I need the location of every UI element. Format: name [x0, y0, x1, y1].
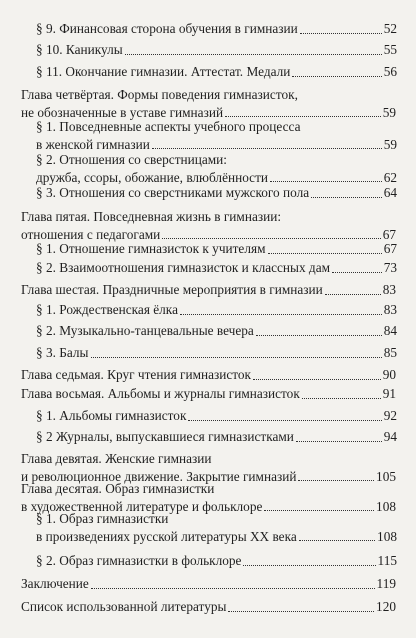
- toc-section: [36, 20, 397, 38]
- toc-section: [36, 259, 397, 277]
- toc-section: [36, 407, 397, 425]
- toc-chapter: [21, 575, 396, 593]
- toc-page-number: 120: [376, 599, 396, 614]
- toc-section: [36, 552, 397, 570]
- toc-page-number: 67: [382, 226, 396, 242]
- dot-leader: [253, 379, 381, 380]
- dot-leader: [225, 116, 381, 117]
- toc-entry-title-line: дружба, ссоры, обожание, влюблённости: [36, 169, 269, 185]
- dot-leader: [91, 357, 382, 358]
- toc-entry-row: [36, 41, 397, 59]
- toc-section: [36, 41, 397, 59]
- toc-entry-row: [36, 407, 397, 425]
- toc-section: [36, 63, 397, 81]
- dot-leader: [91, 588, 375, 589]
- dot-leader: [300, 33, 382, 34]
- toc-entry-row: [21, 575, 396, 593]
- toc-entry-row: [36, 552, 397, 570]
- toc-entry-title-line: в художественной литературе и фольклоре: [21, 498, 263, 514]
- toc-chapter: [21, 385, 396, 403]
- toc-entry-title-line: § 2. Отношения со сверстницами:: [36, 152, 227, 167]
- toc-entry-title-line: в женской гимназии: [36, 136, 150, 152]
- toc-entry-title-line: Глава девятая. Женские гимназии: [21, 451, 212, 466]
- toc-page-number: 85: [383, 345, 397, 360]
- toc-entry-title-line: § 1. Образ гимназистки: [36, 511, 169, 526]
- toc-section: [36, 240, 397, 258]
- toc-page-number: 108: [376, 498, 396, 514]
- toc-chapter: [21, 598, 396, 616]
- toc-entry-row: [36, 528, 397, 546]
- toc-entry-row: [21, 281, 396, 299]
- toc-entry-title-line: отношения с педагогами: [21, 226, 161, 242]
- toc-chapter: [21, 366, 396, 384]
- toc-page-number: 59: [382, 104, 396, 120]
- toc-page-number: 59: [383, 136, 397, 152]
- toc-page-number: 92: [383, 408, 397, 423]
- toc-chapter: [21, 86, 396, 121]
- toc-page-number: 55: [383, 42, 397, 57]
- toc-entry-title-line: § 1. Альбомы гимназисток: [36, 408, 187, 423]
- dot-leader: [268, 253, 382, 254]
- toc-entry-row: [36, 63, 397, 81]
- toc-entry-title-line: Глава шестая. Праздничные мероприятия в гимназии: [21, 282, 323, 297]
- toc-page-number: 62: [383, 169, 397, 185]
- toc-page-number: 83: [383, 302, 397, 317]
- toc-page-number: 73: [383, 260, 397, 275]
- toc-entry-title-line: § 1. Рождественская ёлка: [36, 302, 178, 317]
- toc-page-number: 115: [377, 553, 397, 568]
- toc-entry-row: [36, 428, 397, 446]
- dot-leader: [270, 181, 382, 182]
- dot-leader: [152, 148, 382, 149]
- toc-section: [36, 151, 397, 186]
- toc-entry-title-line: Глава седьмая. Круг чтения гимназисток: [21, 367, 252, 382]
- toc-entry-title-line: § 10. Каникулы: [36, 42, 123, 57]
- toc-page-number: 64: [383, 185, 397, 200]
- dot-leader: [125, 54, 382, 55]
- dot-leader: [296, 441, 382, 442]
- dot-leader: [299, 540, 375, 541]
- toc-entry-title-line: § 9. Финансовая сторона обучения в гимназии: [36, 21, 298, 36]
- toc-entry-title-line: в произведениях русской литературы XX века: [36, 528, 297, 544]
- toc-page-number: 119: [376, 576, 396, 591]
- toc-entry-row: [21, 385, 396, 403]
- toc-page-number: 105: [376, 468, 396, 484]
- toc-section: [36, 184, 397, 202]
- toc-section: [36, 428, 397, 446]
- toc-entry-title-line: § 3. Отношения со сверстниками мужского пола: [36, 185, 310, 200]
- toc-chapter: [21, 208, 396, 243]
- dot-leader: [311, 197, 382, 198]
- dot-leader: [162, 238, 380, 239]
- toc-entry-title-line: Глава восьмая. Альбомы и журналы гимназисток: [21, 386, 300, 401]
- toc-entry-title-line: Список использованной литературы: [21, 599, 227, 614]
- toc-page-number: 83: [382, 282, 396, 297]
- toc-page-number: 94: [383, 429, 397, 444]
- dot-leader: [325, 294, 381, 295]
- toc-entry-title-line: § 11. Окончание гимназии. Аттестат. Медали: [36, 64, 291, 79]
- toc-section: [36, 118, 397, 153]
- toc-page-number: 90: [382, 367, 396, 382]
- toc-entry-row: [36, 240, 397, 258]
- toc-entry-title-line: § 3. Балы: [36, 345, 89, 360]
- toc-entry-row: [36, 20, 397, 38]
- toc-entry-title-line: § 2. Музыкально-танцевальные вечера: [36, 323, 254, 338]
- toc-entry-title-line: не обозначенные в уставе гимназий: [21, 104, 224, 120]
- toc-section: [36, 510, 397, 545]
- toc-page-number: 91: [382, 386, 396, 401]
- toc-entry-title-line: Глава четвёртая. Формы поведения гимназисток,: [21, 87, 298, 102]
- toc-entry-title-line: § 2 Журналы, выпускавшиеся гимназистками: [36, 429, 294, 444]
- toc-section: [36, 301, 397, 319]
- toc-entry-row: [36, 301, 397, 319]
- toc-entry-title-line: § 1. Повседневные аспекты учебного процесса: [36, 119, 301, 134]
- dot-leader: [180, 314, 382, 315]
- toc-entry-title-line: § 2. Взаимоотношения гимназисток и классных дам: [36, 260, 331, 275]
- toc-entry-title-line: § 2. Образ гимназистки в фольклоре: [36, 553, 242, 568]
- dot-leader: [292, 76, 381, 77]
- toc-entry-row: [36, 259, 397, 277]
- dot-leader: [243, 565, 375, 566]
- toc-section: [36, 344, 397, 362]
- toc-entry-title-line: § 1. Отношение гимназисток к учителям: [36, 241, 266, 256]
- toc-entry-row: [36, 184, 397, 202]
- dot-leader: [332, 272, 382, 273]
- toc-page-number: 56: [383, 64, 397, 79]
- toc-page-number: 84: [383, 323, 397, 338]
- toc-chapter: [21, 281, 396, 299]
- toc-entry-row: [36, 322, 397, 340]
- dot-leader: [188, 420, 381, 421]
- toc-page-number: 67: [383, 241, 397, 256]
- toc-page-number: 52: [383, 21, 397, 36]
- toc-section: [36, 322, 397, 340]
- toc-entry-title-line: Глава десятая. Образ гимназистки: [21, 481, 215, 496]
- toc-entry-title-line: и революционное движение. Закрытие гимназий: [21, 468, 297, 484]
- toc-entry-row: [21, 366, 396, 384]
- toc-page-number: 108: [377, 528, 397, 544]
- toc-entry-title-line: Заключение: [21, 576, 89, 591]
- toc-entry-row: [21, 598, 396, 616]
- dot-leader: [256, 335, 382, 336]
- dot-leader: [302, 398, 381, 399]
- toc-entry-title-line: Глава пятая. Повседневная жизнь в гимназии:: [21, 209, 282, 224]
- toc-entry-row: [36, 344, 397, 362]
- dot-leader: [228, 611, 374, 612]
